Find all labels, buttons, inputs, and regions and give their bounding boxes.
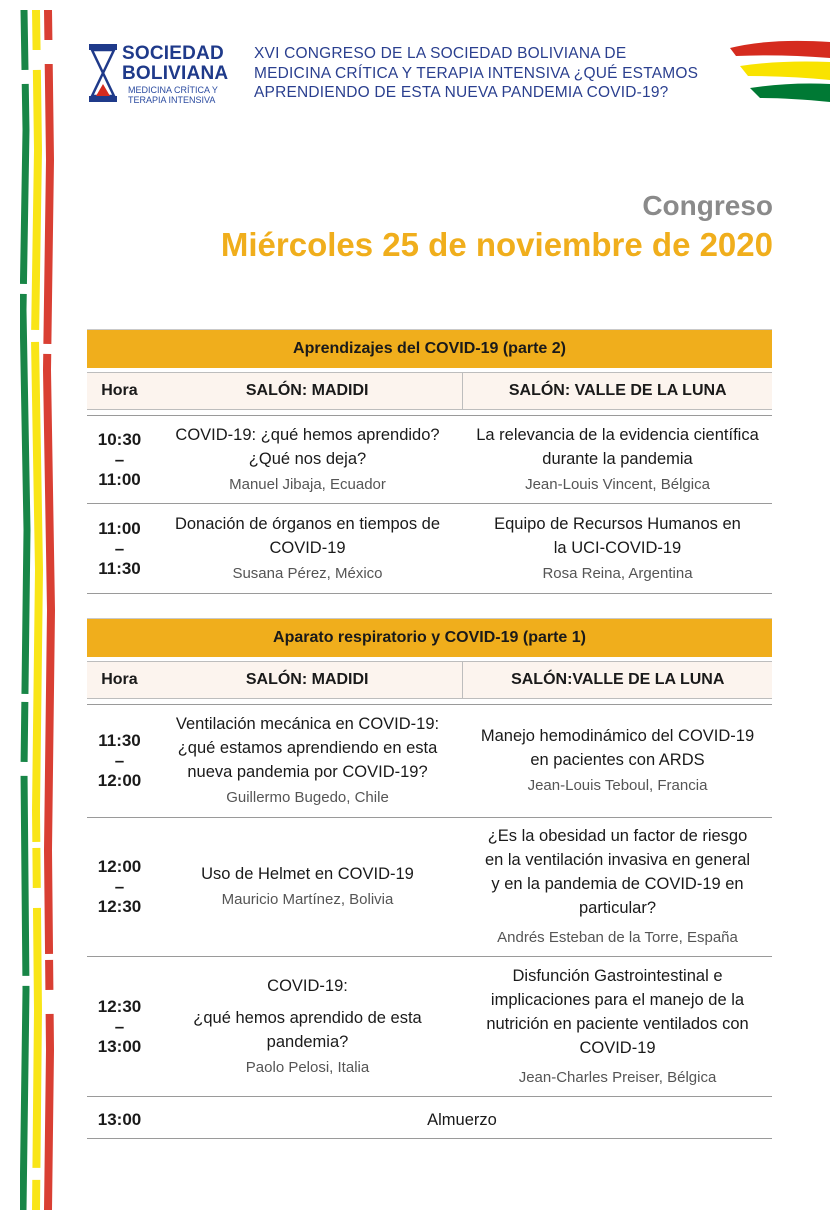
time-start: 12:00 — [97, 857, 142, 876]
speaker: Guillermo Bugedo, Chile — [226, 789, 389, 806]
logo-subtitle-line2: TERAPIA INTENSIVA — [128, 95, 216, 105]
schedule-row — [87, 818, 772, 957]
time-start: 12:30 — [97, 996, 142, 1016]
session-title-line: en la ventilación invasiva en general — [484, 851, 751, 869]
lunch-time: 13:00 — [97, 1110, 142, 1129]
session-title-line: y en la pandemia de COVID-19 en — [491, 875, 744, 893]
speaker: Jean-Louis Vincent, Bélgica — [525, 475, 710, 493]
session-room-a — [152, 705, 463, 817]
session-title-line: nutrición en paciente ventilados con — [486, 1014, 749, 1033]
session-room-a — [152, 957, 463, 1096]
session-title-line: la UCI-COVID-19 — [553, 538, 682, 557]
session-room-b — [463, 416, 772, 503]
session-room-a — [152, 416, 463, 503]
session-title-line: durante la pandemia — [542, 449, 693, 468]
column-header-hora: Hora — [101, 382, 138, 399]
column-header-row — [87, 661, 772, 699]
speaker: Paolo Pelosi, Italia — [245, 1058, 370, 1076]
time-separator: – — [114, 751, 125, 770]
time-slot — [87, 416, 152, 503]
session-title-line: La relevancia de la evidencia científica — [476, 425, 759, 444]
column-header-room-b: SALÓN: VALLE DE LA LUNA — [462, 373, 772, 409]
schedule-row — [87, 415, 772, 504]
logo-subtitle-line1: MEDICINA CRÍTICA Y — [128, 85, 218, 95]
society-logo — [88, 44, 248, 106]
session-title-line: en pacientes con ARDS — [530, 751, 705, 769]
session-title-line: Uso de Helmet en COVID-19 — [201, 865, 414, 883]
time-slot — [87, 705, 152, 817]
speaker: Rosa Reina, Argentina — [542, 564, 693, 582]
time-separator: – — [114, 877, 125, 896]
time-slot — [87, 818, 152, 956]
schedule-section — [87, 618, 772, 1097]
session-title-line: Donación de órganos en tiempos de — [174, 514, 441, 533]
speaker: Jean-Louis Teboul, Francia — [527, 777, 708, 794]
time-end: 11:30 — [98, 558, 141, 578]
section-title: Aparato respiratorio y COVID-19 (parte 1) — [87, 618, 772, 657]
session-title-line: pandemia? — [266, 1032, 349, 1051]
session-title-line: COVID-19: — [267, 976, 348, 995]
event-date: Miércoles 25 de noviembre de 2020 — [220, 226, 773, 263]
session-room-a — [152, 818, 463, 956]
schedule-row — [87, 704, 772, 818]
speaker: Manuel Jibaja, Ecuador — [229, 475, 386, 493]
session-room-b — [463, 818, 772, 956]
time-end: 12:00 — [97, 771, 142, 790]
column-header-row — [87, 372, 772, 410]
speaker: Andrés Esteban de la Torre, España — [497, 929, 738, 946]
time-separator: – — [114, 538, 125, 558]
session-room-b — [463, 957, 772, 1096]
time-separator: – — [114, 449, 125, 469]
time-slot — [87, 957, 152, 1096]
column-header-room-a: SALÓN: MADIDI — [245, 382, 369, 399]
event-label: Congreso — [642, 190, 773, 221]
session-title-line: particular? — [578, 899, 657, 917]
speaker: Susana Pérez, México — [232, 564, 383, 582]
session-title-line: nueva pandemia por COVID-19? — [187, 763, 428, 781]
session-title-line: Manejo hemodinámico del COVID-19 — [480, 727, 755, 745]
session-title-line: COVID-19 — [269, 538, 346, 557]
column-header-hora: Hora — [101, 671, 138, 688]
hourglass-icon — [88, 44, 118, 102]
congress-title-line: MEDICINA CRÍTICA Y TERAPIA INTENSIVA ¿QUÉ ESTAMOS — [254, 64, 699, 82]
session-room-a — [152, 504, 463, 593]
schedule-section — [87, 329, 772, 594]
session-title-line: Disfunción Gastrointestinal e — [512, 966, 723, 985]
time-end: 11:00 — [98, 469, 141, 489]
session-room-b — [463, 705, 772, 817]
column-header-room-b: SALÓN:VALLE DE LA LUNA — [462, 662, 772, 698]
time-start: 11:00 — [98, 518, 141, 538]
time-separator: – — [114, 1016, 125, 1036]
flag-brush-stripes — [20, 10, 58, 1210]
column-header-room-a: SALÓN: MADIDI — [245, 671, 369, 688]
time-slot — [87, 504, 152, 593]
section-title: Aprendizajes del COVID-19 (parte 2) — [87, 329, 772, 368]
lunch-row — [87, 1102, 772, 1139]
schedule-row — [87, 504, 772, 594]
session-title-line: implicaciones para el manejo de la — [490, 990, 745, 1009]
congress-title-line: APRENDIENDO DE ESTA NUEVA PANDEMIA COVID-19? — [254, 84, 669, 101]
congress-title-line: XVI CONGRESO DE LA SOCIEDAD BOLIVIANA DE — [254, 45, 627, 62]
time-start: 10:30 — [97, 429, 142, 449]
session-room-b — [463, 504, 772, 593]
session-title-line: ¿Es la obesidad un factor de riesgo — [487, 827, 748, 845]
speaker: Jean-Charles Preiser, Bélgica — [518, 1068, 717, 1086]
time-end: 13:00 — [97, 1036, 142, 1056]
lunch-label: Almuerzo — [427, 1110, 497, 1129]
schedule-row — [87, 957, 772, 1097]
session-title-line: COVID-19 — [579, 1038, 656, 1057]
session-title-line: Ventilación mecánica en COVID-19: — [175, 715, 440, 733]
session-title-line: COVID-19: ¿qué hemos aprendido? — [175, 425, 440, 444]
logo-name-line2: BOLIVIANA — [122, 63, 229, 84]
session-title-line: Equipo de Recursos Humanos en — [494, 514, 741, 533]
congress-title — [254, 44, 704, 103]
flag-brush-corner — [730, 36, 830, 106]
session-title-line: ¿qué hemos aprendido de esta — [193, 1008, 422, 1027]
session-title-line: ¿qué estamos aprendiendo en esta — [177, 739, 438, 757]
speaker: Mauricio Martínez, Bolivia — [221, 891, 394, 908]
session-title-line: ¿Qué nos deja? — [248, 449, 367, 468]
time-start: 11:30 — [98, 731, 141, 750]
logo-name-line1: SOCIEDAD — [122, 43, 224, 64]
time-end: 12:30 — [97, 897, 142, 916]
